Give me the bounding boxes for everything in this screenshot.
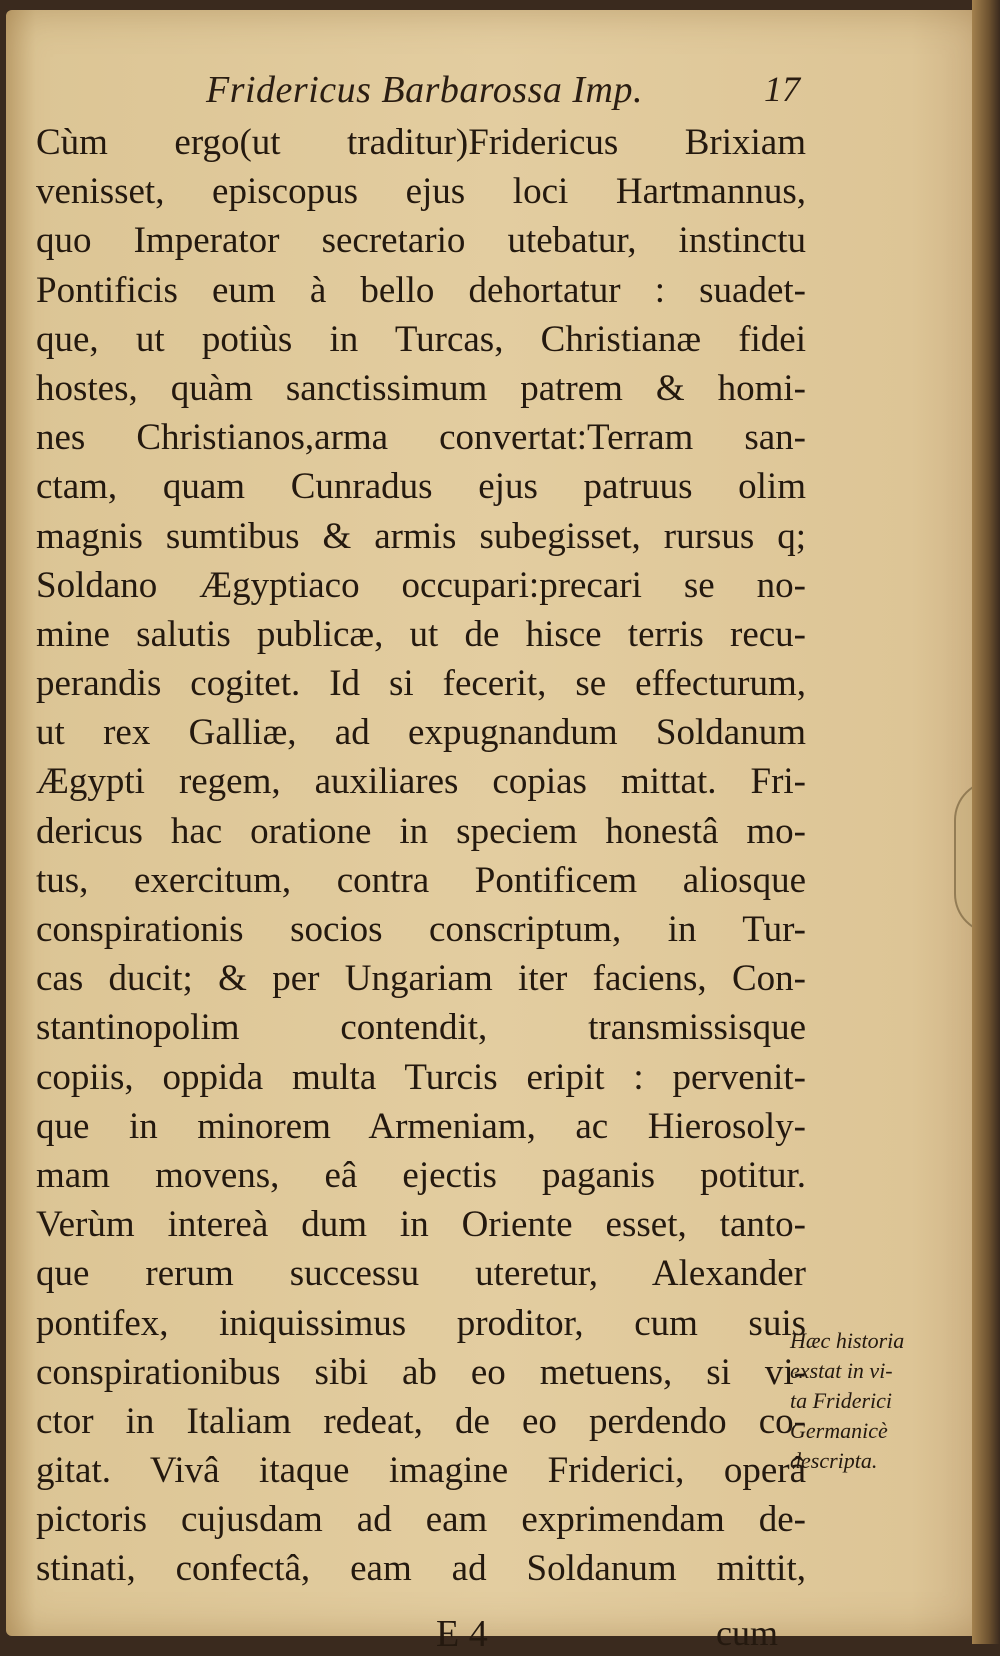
text-line: que, ut potiùs in Turcas, Christianæ fidei xyxy=(36,318,806,360)
text-line: stinati, confectâ, eam ad Soldanum mittit, xyxy=(36,1548,806,1590)
book-page xyxy=(6,10,990,1655)
text-line: copiis, oppida multa Turcis eripit : pervenit- xyxy=(36,1056,806,1098)
catchword: cum xyxy=(716,1613,778,1653)
page-footer xyxy=(6,1612,990,1656)
text-line: Pontificis eum à bello dehortatur : suadet- xyxy=(36,269,806,311)
page-number: 17 xyxy=(764,69,800,109)
text-line: tus, exercitum, contra Pontificem aliosque xyxy=(36,859,806,901)
text-line: pictoris cujusdam ad eam exprimendam de- xyxy=(36,1499,806,1541)
text-line: Verùm intereà dum in Oriente esset, tanto- xyxy=(36,1204,806,1246)
running-title: Fridericus Barbarossa Imp. xyxy=(206,69,643,111)
marginal-note-line: Germanicè xyxy=(790,1418,888,1443)
marginal-note-line: Hæc historia xyxy=(790,1328,905,1353)
text-line: quo Imperator secretario utebatur, instinctu xyxy=(36,220,806,262)
text-line: ut rex Galliæ, ad expugnandum Soldanum xyxy=(36,712,806,754)
text-line: mam movens, eâ ejectis paganis potitur. xyxy=(36,1154,806,1196)
book-edge xyxy=(972,0,1000,1644)
text-line: dericus hac oratione in speciem honestâ mo- xyxy=(36,810,806,852)
text-line: venisset, episcopus ejus loci Hartmannus, xyxy=(36,171,806,213)
text-line: pontifex, iniquissimus proditor, cum suis xyxy=(36,1302,806,1344)
text-line: Ægypti regem, auxiliares copias mittat. Fri- xyxy=(36,761,806,803)
text-line: gitat. Vivâ itaque imagine Friderici, operâ xyxy=(36,1450,806,1492)
marginal-note-line: ta Friderici xyxy=(790,1388,893,1413)
running-head xyxy=(6,68,990,118)
text-line: Soldano Ægyptiaco occupari:precari se no- xyxy=(36,564,806,606)
marginal-note-line: descripta. xyxy=(790,1448,878,1473)
text-line: hostes, quàm sanctissimum patrem & homi- xyxy=(36,367,806,409)
text-line: perandis cogitet. Id si fecerit, se effecturum, xyxy=(36,663,806,705)
text-line: magnis sumtibus & armis subegisset, rursus q; xyxy=(36,515,806,557)
text-line: cas ducit; & per Ungariam iter faciens, Con- xyxy=(36,958,806,1000)
text-line: conspirationis socios conscriptum, in Tur- xyxy=(36,909,806,950)
text-line: Cùm ergo(ut traditur)Fridericus Brixiam xyxy=(36,122,806,163)
text-line: que in minorem Armeniam, ac Hierosoly- xyxy=(36,1105,806,1147)
text-line: ctam, quam Cunradus ejus patruus olim xyxy=(36,466,806,508)
text-line: nes Christianos,arma convertat:Terram san- xyxy=(36,417,806,459)
main-text xyxy=(36,118,806,1594)
text-line: conspirationibus sibi ab eo metuens, si vi- xyxy=(36,1351,806,1393)
text-line: mine salutis publicæ, ut de hisce terris recu- xyxy=(36,613,806,655)
text-line: que rerum successu uteretur, Alexander xyxy=(36,1253,806,1295)
marginal-note-line: exstat in vi- xyxy=(790,1358,893,1383)
text-line: stantinopolim contendit, transmissisque xyxy=(36,1007,806,1049)
text-line: ctor in Italiam redeat, de eo perdendo co- xyxy=(36,1400,806,1442)
marginal-note xyxy=(790,1326,950,1476)
signature-mark: E 4 xyxy=(436,1613,488,1655)
